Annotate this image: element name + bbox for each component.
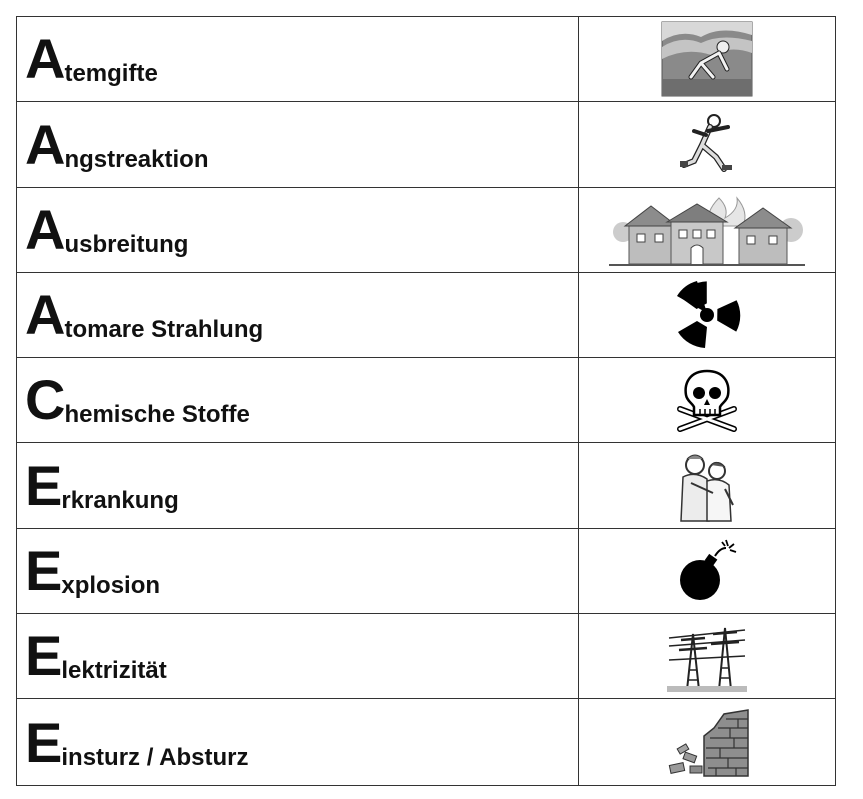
table-row: [17, 443, 835, 528]
term-initial: E: [25, 453, 61, 517]
term-rest: xplosion: [61, 572, 161, 600]
table-row: [17, 273, 835, 358]
term-initial: C: [25, 368, 64, 432]
person-crawling-smoke-icon: [579, 17, 835, 101]
hazard-term: [17, 443, 579, 527]
term-initial: E: [25, 710, 61, 774]
table-row: [17, 102, 835, 187]
table-row: [17, 614, 835, 699]
hazard-term: [17, 188, 579, 272]
term-rest: ngstreaktion: [64, 145, 209, 173]
table-row: [17, 699, 835, 784]
hazard-term: [17, 699, 579, 784]
term-rest: hemische Stoffe: [64, 401, 250, 429]
skull-crossbones-icon: [579, 358, 835, 442]
injured-person-icon: [579, 443, 835, 527]
bomb-icon: [579, 529, 835, 613]
term-initial: A: [25, 283, 64, 347]
term-rest: rkrankung: [61, 486, 179, 514]
term-rest: usbreitung: [64, 230, 189, 258]
person-fleeing-icon: [579, 102, 835, 186]
term-initial: E: [25, 539, 61, 603]
table-row: [17, 17, 835, 102]
term-rest: insturz / Absturz: [61, 743, 249, 771]
table-row: [17, 188, 835, 273]
radiation-icon: [579, 273, 835, 357]
hazard-term: [17, 614, 579, 698]
table-row: [17, 358, 835, 443]
hazard-term: [17, 17, 579, 101]
table-row: [17, 529, 835, 614]
hazard-term: [17, 273, 579, 357]
hazard-term: [17, 102, 579, 186]
term-initial: A: [25, 197, 64, 261]
hazard-table: [16, 16, 836, 786]
term-rest: tomare Strahlung: [64, 316, 264, 344]
burning-houses-icon: [579, 188, 835, 272]
hazard-term: [17, 358, 579, 442]
term-rest: temgifte: [64, 60, 158, 88]
term-initial: A: [25, 27, 64, 91]
term-initial: E: [25, 624, 61, 688]
term-initial: A: [25, 112, 64, 176]
hazard-term: [17, 529, 579, 613]
collapsing-wall-icon: [579, 699, 835, 784]
term-rest: lektrizität: [61, 657, 167, 685]
power-lines-icon: [579, 614, 835, 698]
